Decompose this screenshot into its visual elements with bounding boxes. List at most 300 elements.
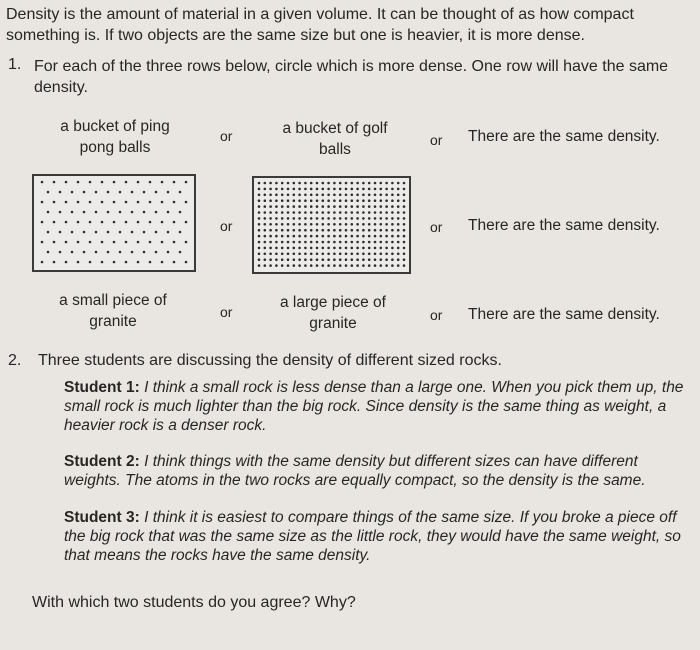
dense-dot — [310, 235, 313, 238]
sparse-dot — [143, 211, 146, 214]
row2-sparse-dots-box[interactable] — [32, 174, 196, 272]
row1-right-option[interactable]: a bucket of golf balls — [282, 120, 388, 158]
row1-or-2: or — [430, 132, 443, 148]
dense-dot — [316, 241, 319, 244]
dense-dot — [333, 199, 336, 202]
dense-dot — [287, 258, 290, 261]
dense-dot — [385, 229, 388, 232]
dense-dot — [403, 253, 406, 256]
dense-dot — [316, 235, 319, 238]
dense-dot — [269, 229, 272, 232]
sparse-dot — [107, 231, 110, 234]
dense-dot — [304, 199, 307, 202]
row3-right-option[interactable]: a large piece of granite — [280, 294, 386, 332]
dense-dot — [304, 223, 307, 226]
dense-dot — [391, 205, 394, 208]
dense-dot — [374, 235, 377, 238]
dense-dot — [351, 235, 354, 238]
dense-dot — [316, 217, 319, 220]
sparse-dot — [125, 261, 128, 264]
dense-dot — [374, 194, 377, 197]
sparse-dot — [65, 241, 68, 244]
dense-dot — [275, 199, 278, 202]
dense-dot — [287, 182, 290, 185]
dense-dot — [351, 194, 354, 197]
sparse-dot — [143, 231, 146, 234]
sparse-dot — [65, 181, 68, 184]
sparse-dot — [173, 181, 176, 184]
dense-dot — [333, 247, 336, 250]
dense-dot — [380, 235, 383, 238]
dense-dot — [368, 253, 371, 256]
final-question: With which two students do you agree? Why? — [32, 594, 356, 611]
dense-dot — [258, 258, 261, 261]
dense-dot — [281, 211, 284, 214]
dense-dot — [322, 211, 325, 214]
dense-dot — [374, 199, 377, 202]
dense-dot — [391, 235, 394, 238]
dense-dot — [327, 253, 330, 256]
sparse-dot — [89, 221, 92, 224]
sparse-dot — [59, 191, 62, 194]
dense-dot — [293, 247, 296, 250]
sparse-dot — [143, 191, 146, 194]
dense-dot — [362, 253, 365, 256]
dense-dot — [339, 199, 342, 202]
sparse-dot — [167, 251, 170, 254]
dense-dot — [356, 211, 359, 214]
dense-dot — [322, 217, 325, 220]
dense-dot — [316, 194, 319, 197]
dense-dot — [351, 253, 354, 256]
sparse-dot — [119, 251, 122, 254]
dense-dot — [362, 188, 365, 191]
dense-dot — [345, 199, 348, 202]
dense-dot — [385, 211, 388, 214]
dense-dot — [322, 229, 325, 232]
dense-dot — [298, 253, 301, 256]
dense-dot — [293, 264, 296, 267]
dense-dot — [368, 205, 371, 208]
dense-dot — [385, 241, 388, 244]
dense-dot — [351, 199, 354, 202]
dense-dot — [258, 188, 261, 191]
dense-dot — [391, 182, 394, 185]
dense-dot — [275, 205, 278, 208]
dense-dot — [380, 241, 383, 244]
sparse-dot — [89, 201, 92, 204]
dense-dot — [258, 247, 261, 250]
dense-dot — [258, 264, 261, 267]
sparse-dot — [113, 201, 116, 204]
sparse-dot — [155, 251, 158, 254]
sparse-dot — [59, 251, 62, 254]
dense-dot — [316, 182, 319, 185]
dense-dot — [356, 235, 359, 238]
dense-dot — [403, 211, 406, 214]
sparse-dot — [77, 201, 80, 204]
dense-dot — [293, 241, 296, 244]
dense-dot — [356, 188, 359, 191]
sparse-dot — [83, 191, 86, 194]
dense-dot — [345, 205, 348, 208]
sparse-dot — [53, 201, 56, 204]
row1-left-option[interactable]: a bucket of ping pong balls — [60, 118, 170, 156]
sparse-dot — [131, 231, 134, 234]
dense-dot — [310, 241, 313, 244]
dense-dot — [293, 258, 296, 261]
dense-dot — [374, 264, 377, 267]
student-1-text: I think a small rock is less dense than a large one. When you pick them up, the small rock is much lighter than the big rock. Since density is the same thing as weight, a heavier rock is a denser rock. — [64, 379, 684, 434]
dense-dot — [385, 217, 388, 220]
dense-dot — [304, 194, 307, 197]
dense-dot — [391, 229, 394, 232]
sparse-dot — [65, 261, 68, 264]
dense-dot — [374, 258, 377, 261]
sparse-dot — [161, 201, 164, 204]
student-2-text: I think things with the same density but different sizes can have different weights. The atoms in the two rocks are equally compact, so the density is the same. — [64, 453, 646, 489]
dense-dot — [264, 258, 267, 261]
dense-dot — [316, 211, 319, 214]
row1-same-density-option[interactable]: There are the same density. — [468, 128, 660, 145]
dense-dot — [380, 205, 383, 208]
dense-dot — [403, 205, 406, 208]
dense-dot — [258, 235, 261, 238]
dense-dot — [316, 247, 319, 250]
dense-dot — [322, 188, 325, 191]
dense-dot — [356, 241, 359, 244]
dense-dot — [333, 217, 336, 220]
sparse-dot — [119, 211, 122, 214]
dense-dot — [281, 253, 284, 256]
dense-dot — [345, 253, 348, 256]
dense-dot — [380, 217, 383, 220]
dense-dot — [333, 258, 336, 261]
dense-dot — [327, 223, 330, 226]
sparse-dot — [89, 181, 92, 184]
sparse-dot — [137, 181, 140, 184]
dense-dot — [275, 217, 278, 220]
dense-dot — [298, 223, 301, 226]
sparse-dot — [77, 241, 80, 244]
dense-dot — [327, 211, 330, 214]
dense-dot — [281, 229, 284, 232]
dense-dot — [275, 235, 278, 238]
dense-dot — [310, 258, 313, 261]
dense-dot — [287, 264, 290, 267]
sparse-dot — [41, 221, 44, 224]
dense-dot — [368, 241, 371, 244]
dense-dot — [397, 235, 400, 238]
sparse-dot — [185, 201, 188, 204]
sparse-dot — [125, 221, 128, 224]
dense-dot — [397, 188, 400, 191]
dense-dot — [310, 205, 313, 208]
sparse-dot — [149, 181, 152, 184]
question-2-number: 2. — [8, 352, 22, 369]
dense-dot — [281, 223, 284, 226]
dense-dot — [380, 253, 383, 256]
sparse-dot — [83, 251, 86, 254]
dense-dot — [287, 188, 290, 191]
dense-dot — [310, 182, 313, 185]
sparse-dot — [89, 241, 92, 244]
dense-dot — [298, 235, 301, 238]
row3-same-density-option[interactable]: There are the same density. — [468, 306, 660, 323]
dense-dot — [374, 253, 377, 256]
dense-dot — [351, 241, 354, 244]
dense-dot — [397, 223, 400, 226]
dense-dot — [327, 235, 330, 238]
dense-dot — [310, 211, 313, 214]
dense-dot — [339, 229, 342, 232]
dense-dot — [281, 217, 284, 220]
dense-dot — [316, 253, 319, 256]
sparse-dot — [125, 241, 128, 244]
dense-dot — [362, 264, 365, 267]
dense-dot — [374, 211, 377, 214]
dense-dot — [269, 211, 272, 214]
sparse-dot — [83, 231, 86, 234]
dense-dot — [322, 247, 325, 250]
dense-dot — [345, 241, 348, 244]
dense-dot — [281, 258, 284, 261]
row2-same-density-option[interactable]: There are the same density. — [468, 217, 660, 234]
sparse-dot — [185, 181, 188, 184]
dense-dot — [362, 217, 365, 220]
dense-dot — [264, 182, 267, 185]
sparse-dot — [167, 211, 170, 214]
sparse-dot — [41, 261, 44, 264]
dense-dot — [327, 247, 330, 250]
dense-dot — [385, 223, 388, 226]
dense-dot — [258, 217, 261, 220]
dense-dot — [287, 194, 290, 197]
sparse-dot — [119, 231, 122, 234]
dense-dot — [281, 199, 284, 202]
dense-dot — [287, 217, 290, 220]
sparse-dot — [185, 241, 188, 244]
dense-dot — [304, 247, 307, 250]
dense-dot — [264, 247, 267, 250]
dense-dot — [304, 211, 307, 214]
dense-dot — [339, 217, 342, 220]
dense-dot — [275, 188, 278, 191]
dense-dot — [362, 205, 365, 208]
dense-dot — [391, 211, 394, 214]
sparse-dot — [53, 261, 56, 264]
dense-dot — [287, 223, 290, 226]
dense-dot — [293, 205, 296, 208]
sparse-dot — [47, 211, 50, 214]
sparse-dot — [149, 261, 152, 264]
sparse-dot — [53, 241, 56, 244]
dense-dot — [368, 182, 371, 185]
sparse-dot — [143, 251, 146, 254]
dense-dot — [269, 182, 272, 185]
sparse-dot — [155, 231, 158, 234]
dense-dot — [264, 264, 267, 267]
dense-dot — [351, 223, 354, 226]
dense-dot — [304, 264, 307, 267]
dense-dot — [391, 241, 394, 244]
dense-dot — [356, 223, 359, 226]
dense-dot — [368, 223, 371, 226]
dense-dot — [327, 194, 330, 197]
dense-dot — [339, 241, 342, 244]
sparse-dot — [101, 181, 104, 184]
sparse-dot — [137, 261, 140, 264]
dense-dot — [362, 199, 365, 202]
dense-dot — [264, 199, 267, 202]
dense-dot — [293, 211, 296, 214]
dense-dot — [397, 253, 400, 256]
sparse-dot — [59, 211, 62, 214]
dense-dot — [403, 229, 406, 232]
sparse-dots-drawing — [34, 176, 194, 270]
sparse-dot — [107, 211, 110, 214]
dense-dot — [310, 217, 313, 220]
dense-dot — [403, 182, 406, 185]
dense-dot — [351, 217, 354, 220]
dense-dot — [374, 217, 377, 220]
dense-dot — [258, 182, 261, 185]
dense-dot — [281, 241, 284, 244]
sparse-dot — [101, 261, 104, 264]
dense-dot — [385, 235, 388, 238]
dense-dot — [322, 205, 325, 208]
dense-dot — [339, 258, 342, 261]
dense-dot — [380, 188, 383, 191]
dense-dot — [351, 211, 354, 214]
dense-dot — [298, 211, 301, 214]
dense-dot — [293, 188, 296, 191]
dense-dot — [345, 217, 348, 220]
dense-dot — [339, 194, 342, 197]
dense-dot — [403, 247, 406, 250]
dense-dot — [380, 194, 383, 197]
dense-dot — [293, 235, 296, 238]
dense-dot — [351, 182, 354, 185]
dense-dot — [316, 223, 319, 226]
sparse-dot — [167, 191, 170, 194]
dense-dot — [403, 241, 406, 244]
dense-dot — [275, 253, 278, 256]
dense-dot — [391, 264, 394, 267]
dense-dot — [345, 182, 348, 185]
dense-dot — [356, 217, 359, 220]
dense-dot — [391, 223, 394, 226]
sparse-dot — [185, 221, 188, 224]
dense-dot — [258, 241, 261, 244]
dense-dot — [316, 205, 319, 208]
row3-left-option[interactable]: a small piece of granite — [59, 292, 167, 330]
sparse-dot — [47, 251, 50, 254]
dense-dot — [264, 194, 267, 197]
row1-or-1: or — [220, 128, 233, 144]
dense-dot — [275, 241, 278, 244]
sparse-dot — [59, 231, 62, 234]
dense-dot — [333, 264, 336, 267]
dense-dot — [327, 205, 330, 208]
dense-dot — [281, 188, 284, 191]
dense-dot — [403, 199, 406, 202]
dense-dot — [293, 217, 296, 220]
row2-or-1: or — [220, 218, 233, 234]
dense-dot — [298, 247, 301, 250]
dense-dot — [264, 241, 267, 244]
dense-dot — [362, 241, 365, 244]
sparse-dot — [131, 191, 134, 194]
dense-dot — [293, 199, 296, 202]
student-3-text: I think it is easiest to compare things of the same size. If you broke a piece off the big rock that was the same size as the little rock, they would have the same weight, so that means the rocks have the same density. — [64, 509, 681, 564]
sparse-dot — [113, 261, 116, 264]
sparse-dot — [71, 251, 74, 254]
dense-dot — [345, 235, 348, 238]
dense-dot — [275, 264, 278, 267]
sparse-dot — [95, 231, 98, 234]
dense-dot — [304, 205, 307, 208]
sparse-dot — [179, 191, 182, 194]
dense-dot — [374, 205, 377, 208]
dense-dot — [356, 258, 359, 261]
dense-dot — [368, 258, 371, 261]
dense-dot — [298, 199, 301, 202]
dense-dot — [345, 188, 348, 191]
dense-dot — [293, 253, 296, 256]
dense-dot — [327, 241, 330, 244]
dense-dot — [368, 217, 371, 220]
dense-dot — [385, 247, 388, 250]
dense-dot — [362, 258, 365, 261]
dense-dot — [316, 264, 319, 267]
dense-dot — [333, 211, 336, 214]
sparse-dot — [161, 261, 164, 264]
sparse-dot — [41, 181, 44, 184]
dense-dot — [293, 223, 296, 226]
dense-dot — [310, 194, 313, 197]
row2-dense-dots-box[interactable] — [252, 176, 411, 274]
sparse-dot — [179, 211, 182, 214]
dense-dot — [333, 229, 336, 232]
sparse-dot — [125, 201, 128, 204]
sparse-dot — [131, 251, 134, 254]
dense-dot — [327, 264, 330, 267]
dense-dot — [397, 205, 400, 208]
sparse-dot — [137, 241, 140, 244]
student-1-label: Student 1: — [64, 379, 140, 396]
student-2-statement — [64, 452, 694, 490]
dense-dot — [304, 217, 307, 220]
dense-dot — [374, 247, 377, 250]
dense-dot — [269, 199, 272, 202]
dense-dot — [258, 253, 261, 256]
dense-dot — [368, 247, 371, 250]
dense-dot — [397, 241, 400, 244]
dense-dot — [322, 258, 325, 261]
dense-dot — [264, 235, 267, 238]
dense-dot — [304, 182, 307, 185]
sparse-dot — [113, 181, 116, 184]
sparse-dot — [161, 181, 164, 184]
dense-dot — [356, 253, 359, 256]
sparse-dot — [149, 221, 152, 224]
dense-dot — [304, 253, 307, 256]
dense-dot — [304, 229, 307, 232]
dense-dot — [310, 223, 313, 226]
dense-dot — [269, 241, 272, 244]
question-1-text: For each of the three rows below, circle which is more dense. One row will have the same density. — [34, 58, 669, 96]
